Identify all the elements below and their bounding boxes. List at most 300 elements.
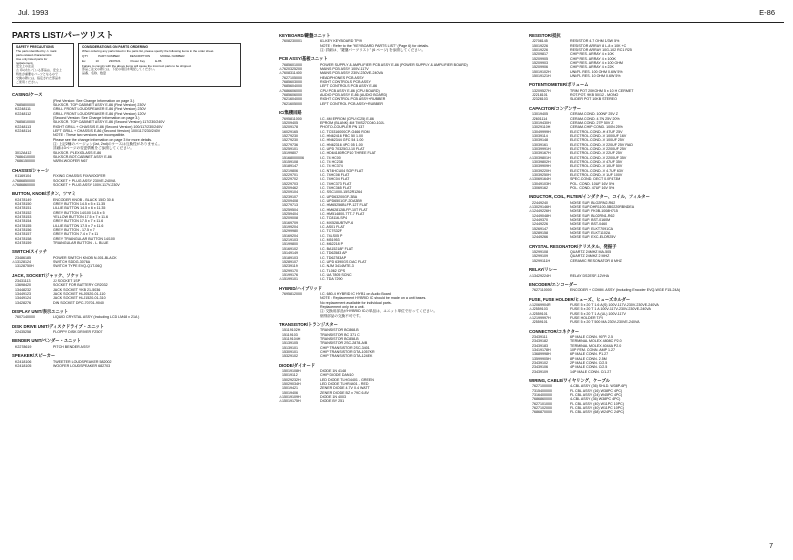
part-number: 23439111 <box>532 334 548 339</box>
part-number: 15169204 <box>282 233 298 238</box>
part-description: TRANSISTOR BC868-B <box>320 328 359 333</box>
part-number: 7685604000 <box>282 84 302 89</box>
safety-line: ⚠ 印の付いている部品は、安全上 <box>16 68 62 73</box>
ordering-title: CONSIDERATIONS ON PARTS ORDERING <box>82 45 149 50</box>
ordering-line: Failure to comply with the above items will cause the incorrect parts to be shipped. <box>82 63 192 68</box>
part-number: J2218101 <box>532 93 548 98</box>
section-heading: BENDER UNIT/ベンダー・ユニット <box>12 338 81 344</box>
part-description: I.C. TL062 CPS <box>320 268 346 273</box>
ordering-col: MODEL NUMBER <box>160 53 185 58</box>
part-number: K2248112 <box>15 111 32 116</box>
part-number: 15019226 <box>532 48 548 53</box>
part-description: FUSE 5 x 20 T 1 A (UL) 100V-117V <box>570 311 626 316</box>
page-number: 7 <box>769 543 773 550</box>
part-row <box>12 183 254 187</box>
safety-mark: ⚠ <box>529 273 533 278</box>
part-description: NOISE SUP. FK0B-1008H715 <box>570 209 618 214</box>
part-description: VARN.WOOFER N67 <box>53 159 88 164</box>
part-description: CHIP TRANSISTOR DTA-1057KR <box>320 350 375 355</box>
part-description: LED DIODE TLHR4401 - RED <box>320 382 369 387</box>
part-row <box>12 159 254 163</box>
part-description: I.C. HD64180RCP10 THREE FLAT <box>320 151 376 156</box>
part-number: 13698420 <box>15 283 31 288</box>
part-description: I.C. 74 HC00 <box>320 155 341 160</box>
part-description: LIQUID CRYSTAL ASSY (Including LCD LM48 x 21A ) <box>53 315 140 320</box>
part-number: 15019109H <box>282 395 301 400</box>
section-heading: CAPACITOR/コンデンサー <box>529 105 582 111</box>
part-row <box>12 315 254 319</box>
part-description: DIODE 1N 4148 <box>320 369 346 374</box>
header-date: Jul. 1993 <box>18 8 49 17</box>
part-description: CHIP RES. ARRAY 4 x 22K <box>570 65 614 70</box>
part-description: NOISE SUP. BLO2RN2-R62 <box>570 200 616 205</box>
part-description: FL CBL ASSY (40) W11PC 10PC) <box>570 401 624 406</box>
section-heading: INDUCTOR, COIL, FILTER/インダクター、コイル、フィルター <box>529 194 650 200</box>
part-description: ELECTROL.COND.-V 220UF 25V RAD <box>570 142 633 147</box>
part-description: SILKSCR.BOT.CABINET ASSY E-86 <box>53 155 112 160</box>
ordering-ex: Ex <box>82 58 86 63</box>
part-number: K2278619 <box>15 344 32 349</box>
part-description: 6P MALE CONN. P1.27 <box>570 352 609 357</box>
part-description: NOISE SUP. BST-0460 <box>570 222 608 227</box>
safety-mark: ⚠ <box>529 209 533 214</box>
safety-mark: ⚠ <box>12 178 16 183</box>
section-heading: SWITCH/スイッチ <box>12 249 48 255</box>
part-number: 15169102 <box>282 246 298 251</box>
safety-mark: ⚠ <box>529 302 533 307</box>
part-number: 7621604000 <box>282 97 302 102</box>
part-description: ELECTROL.COND.-V 1UF 100V <box>570 172 623 177</box>
section-heading: SPEAKER/スピーカー <box>12 353 56 359</box>
part-number: K2478157 <box>15 232 32 237</box>
part-description: ENCODER KNOB - BLACK 15/D 30.6 <box>53 197 114 202</box>
part-number: 22435258 <box>15 330 31 335</box>
part-description: POWER SUPPLY & AMPLIFIER PCB ASSY E-86 (POWER SUPPLY & AMPLIFIER BOARD) <box>320 62 468 67</box>
part-description: ELECTROL.COND.-V 4.7UF 63V <box>570 168 624 173</box>
part-description: SOCKET + PLUG ASSY 230VE-240VA <box>53 178 116 183</box>
part-number: 7627110000 <box>532 288 552 293</box>
part-description: YELLOW BUTTON 17.5 x 7 x 11.6 <box>53 214 108 219</box>
part-description: RIGHT CONTROL PCB ASSY+RUBBER <box>320 97 386 102</box>
part-number: 23439106 <box>532 365 548 370</box>
part-description: CHIP RES. ARRAY 4 x 100K <box>570 56 616 61</box>
ordering-line: 部品ご注文の際には、下記の項目を明記してください。 <box>82 67 158 72</box>
part-row <box>529 186 784 190</box>
part-number: K2418106 <box>15 359 32 364</box>
part-description: ROT.POT. 9KB 50/12 - MONO <box>570 93 619 98</box>
part-number: J2708145 <box>532 39 548 44</box>
section-heading: POTENTIOMETER/ボリューム <box>529 82 589 88</box>
part-number: 15279713 <box>282 203 298 208</box>
section-heading: BUTTON, KNOB/ボタン、ツマミ <box>12 191 76 197</box>
part-description: GRILL FRONT LOUDSPEAKER E-86 (First Version) 230V <box>53 107 146 112</box>
part-number: 13039801H <box>532 155 551 160</box>
part-number: 15299980 <box>282 229 298 234</box>
part-row <box>279 354 519 358</box>
part-number: 7685606000 <box>282 93 302 98</box>
part-description: QUARTZ 24MHZ MA-505 <box>570 250 612 255</box>
part-number: 15149149 <box>282 251 298 256</box>
part-description: NOISE SUP. BL02RN1-R62 <box>570 213 615 218</box>
part-description: 4P MALE CONN. C/2.5 <box>570 365 608 370</box>
part-description: 注: 上記2種のバージョン(1st, 2nd)のケースは互換性がありません。 <box>53 142 162 147</box>
part-number: 13019430H <box>532 120 551 125</box>
part-description: I.C. HN62316 4PC 05 1.00 <box>320 142 363 147</box>
section-heading: CASING/ケース <box>12 92 43 98</box>
part-description: CERAM.COND. 27P 50V Z <box>570 120 614 125</box>
part-description: PHOTO-COUPLER PN 137 <box>320 125 365 130</box>
part-description: No replacement available for individual parts. <box>320 300 392 305</box>
part-number: 13128750H <box>15 264 34 269</box>
part-description: I.C. HN62416 FBC 50 1.00 <box>320 133 363 138</box>
part-number: 15019121H <box>532 74 551 79</box>
part-number: 15289158 <box>532 231 548 236</box>
part-description: ZENER DIODE 4.7V 0.4 WATT <box>320 386 370 391</box>
part-number: 15299111H <box>532 258 551 263</box>
part-description: JACK SOCKET HLJ0520-01-110 <box>53 292 106 297</box>
part-description: I.C. UPD63200GF-3BA <box>320 194 358 199</box>
part-number: K2248114 <box>15 129 32 134</box>
part-description: CHIP RES. ARRAY 4 x 100 OHM <box>570 61 623 66</box>
parts-sections-left <box>12 92 254 368</box>
part-description: RIGHT CONTROLS PCB ASSY <box>320 80 371 85</box>
part-description: DIODE 1N 4003 <box>320 395 346 400</box>
part-description: (First Version: See Change Information on page 3.) <box>53 98 135 103</box>
part-description: I.C. 680-4 HYBRID IC HYB1 on Audio Board <box>320 291 391 296</box>
part-row <box>12 364 254 368</box>
section-heading: RESISTOR/抵抗 <box>529 33 561 38</box>
part-number: 15329102 <box>282 354 298 359</box>
part-description: RELAY DS2ESF-12VHA <box>570 273 610 278</box>
part-description: SWITCH SDDG-3076A <box>53 260 91 264</box>
part-description: I.C. UPD 70325GJ-10 FLAT <box>320 146 365 151</box>
section-heading: JACK, SOCKET/ジャック、ソケット <box>12 272 84 278</box>
part-number: K2248113 <box>15 124 32 129</box>
part-description: QUARTZ 24MHZ 2 MHZ <box>570 254 610 259</box>
part-description: CHIP DIODE DAN10 <box>320 373 354 378</box>
part-description: SILKSCR. TOP CABINET ASSY E-86 (First Version) 230V <box>53 103 146 107</box>
safety-line: 安全上の注意 <box>16 64 35 69</box>
part-description: I.C. NJM 3414MTE-3 <box>320 264 354 269</box>
part-number: 7607140000 <box>15 315 35 320</box>
part-description: ELECTROL.COND.-V 47UF 35V <box>570 159 623 164</box>
safety-mark: ⚠ <box>279 67 283 72</box>
part-number: 22449240 <box>532 200 548 205</box>
section-heading: CONNECTOR/コネクター <box>529 328 580 334</box>
part-number: 13689998H <box>532 352 551 357</box>
part-description: I.C. UPD6501GF-2DA3B9 <box>320 199 362 204</box>
part-number: K2248111 <box>15 107 31 112</box>
part-number: 12199997H <box>532 315 551 320</box>
part-number: 15229702 <box>282 177 298 182</box>
part-row <box>279 399 519 403</box>
safety-mark: ⚠ <box>529 307 533 312</box>
part-number: 15209817 <box>532 52 548 57</box>
part-number: 15259404 <box>282 212 298 217</box>
part-number: 15199800 <box>282 242 298 247</box>
part-number: 15219806 <box>282 168 298 173</box>
part-number: 12449266 <box>532 235 548 240</box>
safety-line: 交換の際には、指定された部品を <box>16 75 62 80</box>
notes-area <box>12 43 254 87</box>
part-description: GREY BUTTON 17.5 x 7 x 11.6 <box>53 219 104 224</box>
part-number: 13428276 <box>15 300 31 305</box>
part-number: 13449123 <box>15 292 31 297</box>
safety-mark: ⚠ <box>12 260 16 264</box>
part-number: 12449048H <box>532 213 551 218</box>
part-description: I.C. TDA 7290 <box>320 277 343 282</box>
part-description: LILLIE BUTTON 17.5 x 7 x 11.6 <box>53 223 104 228</box>
part-number: 7620325200 <box>282 67 302 72</box>
part-number: 13599905H <box>532 356 551 361</box>
part-description: FUSE 5 x 20 T 1 A 100V-117V-230V-230VE-240VA <box>570 307 651 312</box>
part-number: 15279230 <box>282 133 298 138</box>
ordering-ex: 10 <box>95 58 99 63</box>
part-number: 15119104H <box>282 337 301 341</box>
part-number: J2328103 <box>532 97 548 102</box>
part-description: CERAM.CHIP COND. 100N 25% <box>570 125 623 130</box>
part-number: 13019405 <box>532 112 548 117</box>
part-number: 15279230 <box>282 138 298 143</box>
part-number: 15209104 <box>282 190 298 195</box>
part-row <box>529 320 784 324</box>
part-number: 7608311400 <box>282 71 302 76</box>
part-description: SPEC.COND. DECT 0.0F473M <box>570 177 621 182</box>
part-description: I.C. 74HC365 FLAT <box>320 186 352 190</box>
part-row <box>12 264 254 268</box>
part-number: 13049999H <box>532 129 551 134</box>
safety-line: Use only listed parts for <box>16 56 48 61</box>
part-description: SLIDER POT 10KB STEREO <box>570 97 617 102</box>
part-description: CERAM.COND. 4.7N 25V 20% <box>570 116 620 121</box>
part-description: NOISE SUP. ELKT1102A <box>570 231 611 236</box>
part-number: 15299170 <box>282 268 298 273</box>
part-description: JACK SOCKET YKB 21-5036 <box>53 287 101 292</box>
section-heading: HYBRID/ハイブリッド <box>279 285 322 291</box>
part-description: LEFT CONTROLS PCB ASSY E-86 <box>320 84 377 89</box>
part-description: CERAMIC RESONATOR 8 MHZ <box>570 258 622 263</box>
part-number: 13069162 <box>532 186 548 190</box>
part-description: 個別部品の交換不可です。 <box>320 313 363 318</box>
part-description: I.C. HM514800-7TT-7 FLAT <box>320 212 365 217</box>
part-description: I.C. SSC1000-15S2R1264 <box>320 190 363 195</box>
header-model-code: E-86 <box>759 8 775 17</box>
part-number <box>282 314 320 318</box>
part-row <box>12 330 254 334</box>
part-description: 14P MALE CONN. C/1.27 <box>570 369 612 374</box>
part-description: SILKSCR. PLEXIGLASS E-86 <box>53 150 102 155</box>
part-number: 15229703 <box>282 181 298 186</box>
part-description: TRANSISTOR BC 371 C <box>320 332 360 337</box>
part-description: NOTE : Replacement HYBRID IC should be made on a unit bases. <box>320 296 427 301</box>
part-number: 13039802H <box>532 159 551 164</box>
part-row <box>529 274 784 278</box>
part-number: K2478154 <box>15 219 32 224</box>
part-number: 7685603000 <box>282 80 302 85</box>
part-number: 15139101 <box>282 345 298 350</box>
part-description: I.C. AS01 FLAT <box>320 225 345 230</box>
part-description: FUSE HOLDER T.P.I <box>570 315 604 320</box>
ordering-ex: E-86 <box>155 58 162 63</box>
part-number: 15019175H <box>282 399 301 404</box>
part-row <box>279 314 519 318</box>
part-description: FL CBL ASSY (24) W45PC 4PC) <box>570 393 623 398</box>
part-number: 15259101 <box>282 146 298 151</box>
part-description: MAINS PCB ASSY 100V-117V <box>320 67 369 72</box>
part-number: 7686850000 <box>15 178 35 183</box>
part-description: (Second Version: See Change Information on page 3.) <box>53 116 140 121</box>
part-description: NOISE SUP. EXC-ELDR25V <box>570 235 616 240</box>
part-number: 16029165 <box>282 129 298 134</box>
part-description: NOISE SUP. ELKT7091CA <box>570 226 614 231</box>
ordering-considerations-box <box>78 43 241 87</box>
part-description: 8P MALE CONN. 2.5M <box>570 356 607 361</box>
part-number: 15019102H <box>532 69 551 74</box>
part-description: SILKSCR. TOP CABINET ASSY E-86 (Second Version) 117/230/240V <box>53 120 165 125</box>
safety-mark: ⚠ <box>529 311 533 316</box>
section-heading: ENCODER/エンコーダー <box>529 281 578 287</box>
part-description: I.C. HM628128LFP-10T FLAT <box>320 207 368 212</box>
part-description: ELECTROL.COND.-V 1000UF 16V <box>570 133 627 138</box>
part-description: FL CBL ASSY (68) W24PC 24PC) <box>570 410 625 415</box>
part-number: K2478153 <box>15 214 32 219</box>
part-description: NOISE SUP. BST-0160M <box>570 218 611 223</box>
part-description: I.C. TC5316000CP-G466 ROM <box>320 129 370 134</box>
part-number: 13029110H <box>532 125 551 130</box>
part-description: AUDIO PCB ASSY E-86 (AUDIO BOARD) <box>320 93 388 98</box>
part-number: 7685810000 <box>15 120 35 125</box>
part-row <box>12 241 254 245</box>
part-number: 15269147 <box>532 226 548 231</box>
part-number: 12449226 <box>532 222 548 227</box>
part-number: 12449226H <box>532 209 551 214</box>
part-description: GREY BUTTON - 17.5 x 7 <box>53 227 95 232</box>
part-number: 7686150000 <box>15 159 35 164</box>
part-number: 15239119 <box>282 264 298 269</box>
section-heading: DIODE/ダイオード <box>279 362 316 368</box>
part-description: ELECTROL.COND.-V 100UF 25V <box>570 138 625 143</box>
part-description: JACK SOCKET HLJ1520-01-310 <box>53 296 106 301</box>
safety-line: replacement. <box>16 60 34 65</box>
part-number: 7627101000 <box>532 401 552 406</box>
part-number: 7608230001 <box>282 39 302 44</box>
safety-mark: ⚠ <box>529 155 533 160</box>
part-description: WOOFER LOUDSPEAKER 682703 <box>53 363 111 368</box>
part-description: I.C. MX528UBTVP-6 <box>320 220 354 225</box>
part-number: 13039250H <box>532 172 551 177</box>
part-number: 15019421 <box>282 386 298 391</box>
part-description: ZENER DIODE BZ x 79C 6.8V <box>320 390 369 395</box>
safety-precautions-box <box>12 43 74 87</box>
part-description: GREY BUTTON 7.4 x 7 x 11 <box>53 232 99 237</box>
section-heading: PCB ASSY/基板ユニット <box>279 56 328 62</box>
part-description: CPU PCB ASSY E-86 (CPU BOARD) <box>320 88 380 93</box>
part-number: 15189147 <box>282 164 298 169</box>
part-description: LED DIODE TLHG4401 - GREEN <box>320 377 374 382</box>
section-heading: WIRING, CABLE/ワイヤリング、ケーブル <box>529 378 610 384</box>
part-row <box>279 48 519 52</box>
part-number: K2478158 <box>15 236 32 241</box>
part-description: I.C. 74 HC238 <box>320 159 343 164</box>
part-description: UNI/FL RES. 10 OHM 0.6W 5% <box>570 74 621 79</box>
part-number: 23439102 <box>532 361 548 365</box>
part-number: 15029034H <box>282 382 301 387</box>
part-row <box>279 102 519 106</box>
part-number: 15119102H <box>282 328 301 333</box>
part-number: 15199807 <box>282 151 298 156</box>
part-description: 4-CBL ASSY (36) W38PC 4PC) <box>570 397 621 402</box>
part-number: 13448232 <box>15 287 31 292</box>
part-number: 7686860000 <box>15 182 35 187</box>
ordering-example <box>82 60 237 64</box>
part-description: LILLIE BUTTON 14.5 x 6 x 11.35 <box>53 206 106 211</box>
part-number <box>282 48 320 52</box>
safety-line: 特性が重要なパーツとなるので <box>16 71 58 76</box>
ordering-col: QTY <box>82 53 89 58</box>
part-number: 15159108 <box>282 159 298 164</box>
part-description: FL CBL ASSY (16) W38PC 4PC) <box>570 388 623 393</box>
part-number: 15289107 <box>282 259 298 264</box>
part-description: I.C. 74HC04 FLAT <box>320 177 350 182</box>
part-number: 7686606000 <box>282 88 302 93</box>
part-number: 13039161 <box>532 142 548 147</box>
part-description: EPROM (BLANK) 4M TMS27C040-10JL <box>320 120 385 125</box>
part-number: 7695812000 <box>282 291 302 296</box>
part-number: 13209527H <box>532 88 551 93</box>
part-number: 15299108 <box>532 250 548 255</box>
part-number: 7627105000 <box>282 75 302 80</box>
parts-sections-middle <box>279 33 519 404</box>
part-number: K2418105 <box>15 363 32 368</box>
part-number: 7686860000 <box>532 397 552 402</box>
part-description: TRANSISTOR 2SC-2878-A/B <box>320 341 368 346</box>
part-description: I.C. M62218 P <box>320 242 343 247</box>
part-description: ENCODER + COMM. ASSY (Including Encoder EVQ-WGE F15-24A) <box>570 288 681 293</box>
part-description: Replacement only be a unit. <box>320 304 365 309</box>
part-number: 23439183 <box>532 343 548 348</box>
part-row <box>12 301 254 305</box>
part-description: GREY BUTTON 14/100 14.5 x 5 <box>53 210 105 215</box>
part-number: J2559101 <box>532 320 548 325</box>
safety-line: The parts identified by ⚠ mark <box>16 49 57 54</box>
part-description: FUSE 5 x 20 T 500 MA 230V-230VE-240VA <box>570 320 640 325</box>
part-description: NOISE SUP.DHR1100-5B0220RBNDEA <box>570 205 635 210</box>
part-description: I.C. 74 HC374 <box>320 164 343 169</box>
part-number: 15169709 <box>282 220 298 225</box>
part-description: 10P FEM. CONN. AMP 1.27 <box>570 347 616 352</box>
part-description: TWEETER LOUDSPEAKER 582002 <box>53 359 112 364</box>
safety-mark: ⚠ <box>279 71 283 76</box>
part-number: 15209408 <box>282 199 298 204</box>
part-description: RESISTOR ARRAY 8 L-8 x 10K +C <box>570 43 627 48</box>
part-number: 15139105 <box>282 341 298 346</box>
ordering-col: PART NUMBER <box>98 53 120 58</box>
part-description: DIN SOCKET DPC-70701-9040 <box>53 300 104 305</box>
part-description: 詳細は3ページの変更情報をご参照してください。 <box>53 146 134 151</box>
part-number: 7686410000 <box>15 155 35 160</box>
part-description: ELECTROL.COND.-V 2200UF 25V <box>570 146 627 151</box>
part-description: 注: 詳細は、"鍵盤パーツリスト" (6 ページ) を参照してください。 <box>320 48 426 53</box>
part-number: K2478149 <box>15 197 32 202</box>
column-right <box>529 29 784 415</box>
part-number: J2559103 <box>532 307 548 312</box>
part-number: 15259504 <box>282 207 298 212</box>
safety-mark: ⚠ <box>279 395 283 400</box>
section-heading: CHASSIS/シャーシ <box>12 167 50 173</box>
safety-line: parts-related characteristic. <box>16 52 53 57</box>
part-number: 13069164H <box>532 177 551 182</box>
part-description: I.C. NT4HCU04 SOP FLAT <box>320 168 364 173</box>
